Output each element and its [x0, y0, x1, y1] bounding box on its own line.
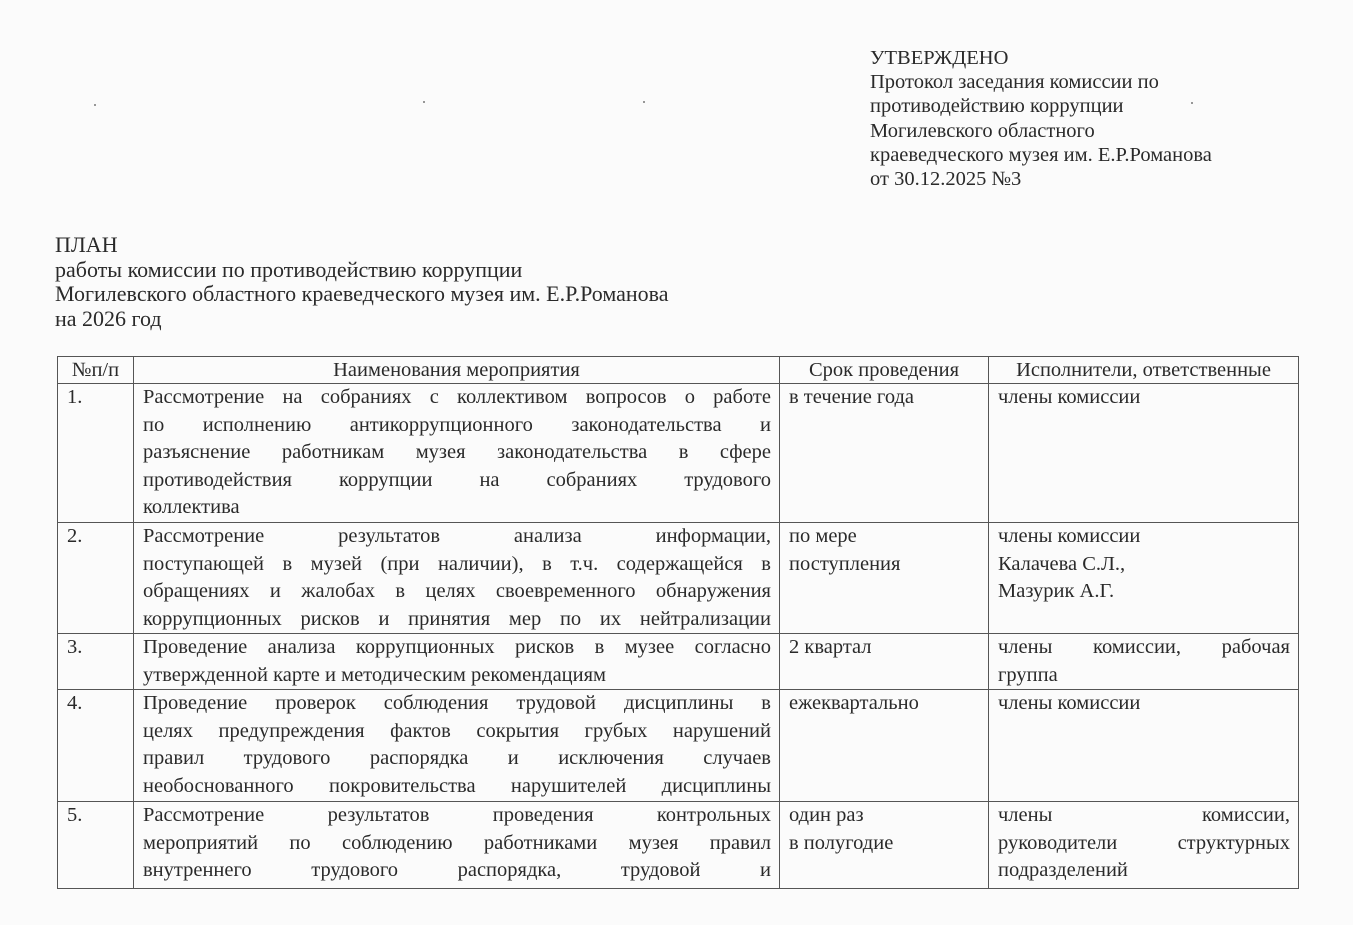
term-line: ежеквартально: [789, 692, 919, 714]
approval-date: от 30.12.2025 №3: [870, 168, 1022, 191]
row-number: 4.: [58, 690, 134, 802]
approval-heading: УТВЕРЖДЕНО: [870, 47, 1009, 69]
activity-line: коллектива: [143, 496, 240, 518]
term-line: в течение года: [789, 386, 915, 408]
approval-line: Могилевского областного: [870, 119, 1095, 142]
approval-block: [870, 46, 1212, 191]
term-line: поступления: [789, 552, 901, 575]
table-header-row: [58, 357, 1299, 384]
activity-line: Проведение проверок соблюдения трудовой дисциплины в: [143, 692, 771, 714]
row-term: [780, 802, 989, 889]
row-number: 3.: [58, 634, 134, 690]
responsible-line: группа: [998, 663, 1058, 686]
activity-line: поступающей в музей (при наличии), в т.ч. содержащейся в: [143, 552, 771, 575]
scan-speck: [94, 104, 96, 106]
row-term: [780, 690, 989, 802]
activity-line: обращениях и жалобах в целях своевременного обнаружения: [143, 580, 771, 602]
responsible-line: руководители структурных: [998, 831, 1290, 854]
plan-subtitle-line: Могилевского областного краеведческого музея им. Е.Р.Романова: [55, 281, 669, 306]
activity-line: целях предупреждения фактов сокрытия грубых нарушений: [143, 719, 771, 742]
plan-heading: ПЛАН: [55, 232, 118, 257]
table-row: [58, 690, 1299, 802]
activity-line: Проведение анализа коррупционных рисков в музее согласно: [143, 636, 771, 658]
approval-line: Протокол заседания комиссии по: [870, 71, 1159, 94]
plan-table: [57, 356, 1299, 889]
header-number: №п/п: [58, 357, 134, 384]
responsible-line: члены комиссии: [998, 692, 1141, 714]
term-line: один раз: [789, 804, 864, 826]
plan-title-block: [55, 233, 669, 331]
row-activity: [134, 634, 780, 690]
plan-subtitle-line: работы комиссии по противодействию коррупции: [55, 256, 523, 282]
approval-line: противодействию коррупции: [870, 95, 1124, 118]
row-responsible: [989, 523, 1299, 634]
activity-line: мероприятий по соблюдению работниками музея правил: [143, 831, 771, 854]
activity-line: Рассмотрение на собраниях с коллективом вопросов о работе: [143, 386, 771, 408]
activity-line: коррупционных рисков и принятия мер по их нейтрализации: [143, 607, 771, 630]
responsible-line: Калачева С.Л.,: [998, 552, 1126, 575]
row-activity: [134, 690, 780, 802]
activity-line: утвержденной карте и методическим рекомендациям: [143, 663, 607, 686]
row-number: 1.: [58, 384, 134, 523]
row-activity: [134, 384, 780, 523]
responsible-line: члены комиссии, рабочая: [998, 636, 1290, 658]
scan-speck: [423, 101, 425, 103]
term-line: в полугодие: [789, 831, 894, 854]
responsible-line: члены комиссии,: [998, 804, 1290, 826]
table-row: [58, 802, 1299, 889]
activity-line: разъяснение работникам музея законодательства в сфере: [143, 441, 771, 463]
header-term: Срок проведения: [780, 357, 989, 384]
table-row: [58, 384, 1299, 523]
table-row: [58, 634, 1299, 690]
row-activity: [134, 523, 780, 634]
row-activity: [134, 802, 780, 889]
responsible-line: подразделений: [998, 859, 1128, 881]
table-row: [58, 523, 1299, 634]
row-responsible: [989, 634, 1299, 690]
responsible-line: Мазурик А.Г.: [998, 580, 1115, 602]
row-number: 5.: [58, 802, 134, 889]
header-activity: Наименования мероприятия: [134, 357, 780, 384]
plan-year: на 2026 год: [55, 305, 162, 331]
term-line: 2 квартал: [789, 636, 872, 658]
row-number: 2.: [58, 523, 134, 634]
term-line: по мере: [789, 525, 857, 547]
row-term: [780, 384, 989, 523]
activity-line: внутреннего трудового распорядка, трудовой и: [143, 859, 771, 881]
activity-line: необоснованного покровительства нарушителей дисциплины: [143, 774, 771, 797]
responsible-line: члены комиссии: [998, 525, 1141, 547]
scan-speck: [1191, 102, 1193, 104]
activity-line: по исполнению антикоррупционного законодательства и: [143, 413, 771, 436]
scan-speck: [643, 101, 645, 103]
activity-line: Рассмотрение результатов анализа информации,: [143, 525, 771, 547]
row-responsible: [989, 802, 1299, 889]
row-term: [780, 523, 989, 634]
row-responsible: [989, 384, 1299, 523]
approval-line: краеведческого музея им. Е.Р.Романова: [870, 143, 1212, 166]
row-responsible: [989, 690, 1299, 802]
responsible-line: члены комиссии: [998, 386, 1141, 408]
row-term: [780, 634, 989, 690]
activity-line: Рассмотрение результатов проведения контрольных: [143, 804, 771, 826]
header-responsible: Исполнители, ответственные: [989, 357, 1299, 384]
activity-line: правил трудового распорядка и исключения случаев: [143, 747, 771, 769]
activity-line: противодействия коррупции на собраниях трудового: [143, 468, 771, 491]
